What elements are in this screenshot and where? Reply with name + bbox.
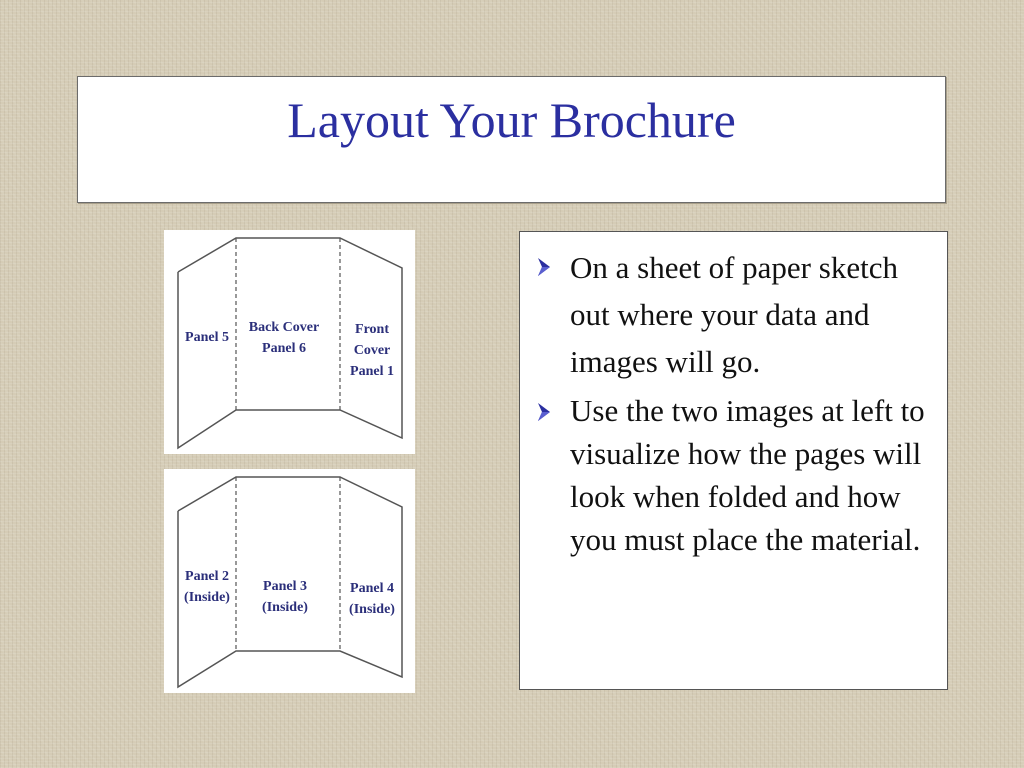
panel-3-label-line1: Panel 3 [263,579,307,594]
back-cover-label-line2: Panel 6 [262,341,306,356]
content-box [519,231,948,690]
bullet-list [534,244,929,561]
back-cover-label-line1: Back Cover [248,320,320,335]
brochure-inside-diagram [164,469,415,693]
bullet-text: Use the two images at left to visualize how the pages will look when folded and how you must place the material. [570,393,925,557]
bullet-item [534,389,929,561]
bullet-item [534,244,929,385]
front-cover-label-line1: Front [355,322,389,337]
front-cover-label-line3: Panel 1 [350,364,394,379]
panel-4-label-line1: Panel 4 [350,581,394,596]
title-box [77,76,946,203]
brochure-outside-diagram [164,230,415,454]
panel-4-label-line2: (Inside) [349,602,395,617]
panel-2-label-line2: (Inside) [184,590,230,605]
panel-5-label: Panel 5 [185,330,229,345]
panel-3-label-line2: (Inside) [262,600,308,615]
arrow-bullet-icon [534,244,564,288]
slide-title: Layout Your Brochure [287,92,736,148]
arrow-bullet-icon [534,389,564,433]
panel-2-label-line1: Panel 2 [185,569,229,584]
front-cover-label-line2: Cover [353,343,391,358]
bullet-text: On a sheet of paper sketch out where your data and images will go. [570,250,898,379]
